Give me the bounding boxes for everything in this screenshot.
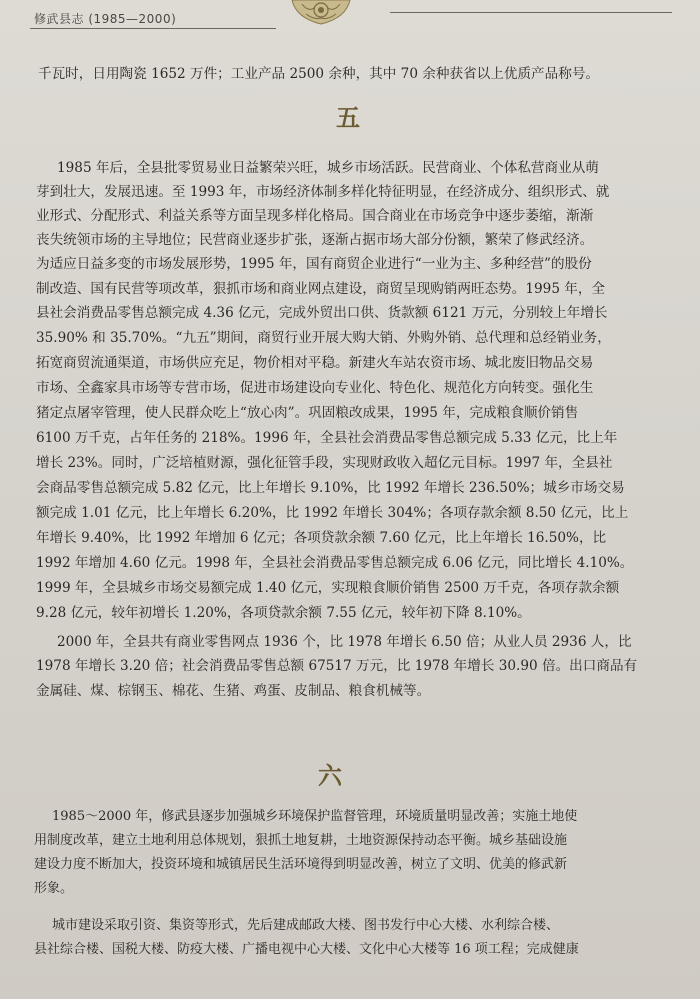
- text-line: 35.90% 和 35.70%。“九五”期间，商贸行业开展大购大销、外购外销、总代理和总经销业务，: [36, 330, 611, 346]
- text-line: 用制度改革，建立土地利用总体规划，狠抓土地复耕，土地资源保持动态平衡。城乡基础设施: [34, 833, 568, 848]
- text-line: 县社综合楼、国税大楼、防疫大楼、广播电视中心大楼、文化中心大楼等 16 项工程；完成健康: [34, 942, 579, 957]
- section-heading-six: 六: [318, 761, 344, 790]
- text-line: 建设力度不断加大，投资环境和城镇居民生活环境得到明显改善，树立了文明、优美的修武新: [34, 857, 568, 872]
- header-rule-left: [30, 28, 276, 29]
- text-line: 1992 年增加 4.60 亿元。1998 年，全县社会消费品零售总额完成 6.06 亿元，同比增长 4.10%。: [36, 555, 634, 571]
- text-line: 为适应日益多变的市场发展形势，1995 年，国有商贸企业进行“一业为主、多种经营”的股份: [36, 256, 592, 272]
- text-line: 千瓦时，日用陶瓷 1652 万件；工业产品 2500 余种，其中 70 余种获省以上优质产品称号。: [38, 66, 600, 82]
- text-line: 市场、全鑫家具市场等专营市场，促进市场建设向专业化、特色化、规范化方向转变。强化生: [36, 380, 594, 396]
- text-line: 1985～2000 年，修武县逐步加强城乡环境保护监督管理，环境质量明显改善；实施土地使: [52, 809, 578, 824]
- header-title: 修武县志 (1985—2000): [34, 12, 177, 26]
- text-line: 拓宽商贸流通渠道，市场供应充足，物价相对平稳。新建火车站农资市场、城北废旧物品交易: [36, 355, 594, 371]
- section-heading-five: 五: [336, 103, 362, 132]
- text-line: 金属硅、煤、棕钢玉、棉花、生猪、鸡蛋、皮制品、粮食机械等。: [36, 683, 431, 699]
- text-line: 9.28 亿元，较年初增长 1.20%，各项贷款余额 7.55 亿元，较年初下降 8.10%。: [36, 605, 531, 621]
- text-line: 县社会消费品零售总额完成 4.36 亿元，完成外贸出口供、货款额 6121 万元，分别较上年增长: [36, 305, 608, 321]
- text-line: 丧失统领市场的主导地位；民营商业逐步扩张，逐渐占据市场大部分份额，繁荣了修武经济。: [36, 232, 594, 248]
- text-line: 城市建设采取引资、集资等形式，先后建成邮政大楼、图书发行中心大楼、水利综合楼、: [52, 918, 560, 933]
- text-line: 会商品零售总额完成 5.82 亿元，比上年增长 9.10%，比 1992 年增长 236.50%；城乡市场交易: [36, 480, 625, 496]
- text-line: 增长 23%。同时，广泛培植财源，强化征管手段，实现财政收入超亿元目标。1997 年，全县社: [36, 455, 613, 471]
- ornament-icon: [288, 0, 354, 26]
- text-line: 猪定点屠宰管理，使人民群众吃上“放心肉”。巩固粮改成果，1995 年，完成粮食顺价销售: [36, 405, 579, 421]
- running-header: [30, 0, 672, 36]
- text-line: 1985 年后，全县批零贸易业日益繁荣兴旺，城乡市场活跃。民营商业、个体私营商业从萌: [57, 160, 599, 176]
- text-line: 额完成 1.01 亿元，比上年增长 6.20%，比 1992 年增长 304%；各项存款余额 8.50 亿元，比上: [36, 505, 629, 521]
- text-line: 制改造、国有民营等项改革，狠抓市场和商业网点建设，商贸呈现购销两旺态势。1995 年，全: [36, 281, 606, 297]
- text-line: 2000 年，全县共有商业零售网点 1936 个，比 1978 年增长 6.50 倍；从业人员 2936 人，比: [57, 634, 632, 650]
- text-line: 芽到壮大，发展迅速。至 1993 年，市场经济体制多样化特征明显，在经济成分、组织形式、就: [36, 184, 610, 200]
- header-rule-right: [390, 12, 672, 13]
- text-line: 1999 年，全县城乡市场交易额完成 1.40 亿元，实现粮食顺价销售 2500 万千克，各项存款余额: [36, 580, 620, 596]
- text-line: 6100 万千克，占年任务的 218%。1996 年，全县社会消费品零售总额完成 5.33 亿元，比上年: [36, 430, 618, 446]
- text-line: 1978 年增长 3.20 倍；社会消费品零售总额 67517 万元，比 1978 年增长 30.90 倍。出口商品有: [36, 658, 638, 674]
- text-line: 形象。: [34, 881, 74, 896]
- text-line: 年增长 9.40%，比 1992 年增加 6 亿元；各项贷款余额 7.60 亿元，比上年增长 16.50%，比: [36, 530, 607, 546]
- text-line: 业形式、分配形式、利益关系等方面呈现多样化格局。国合商业在市场竞争中逐步萎缩，渐渐: [36, 208, 594, 224]
